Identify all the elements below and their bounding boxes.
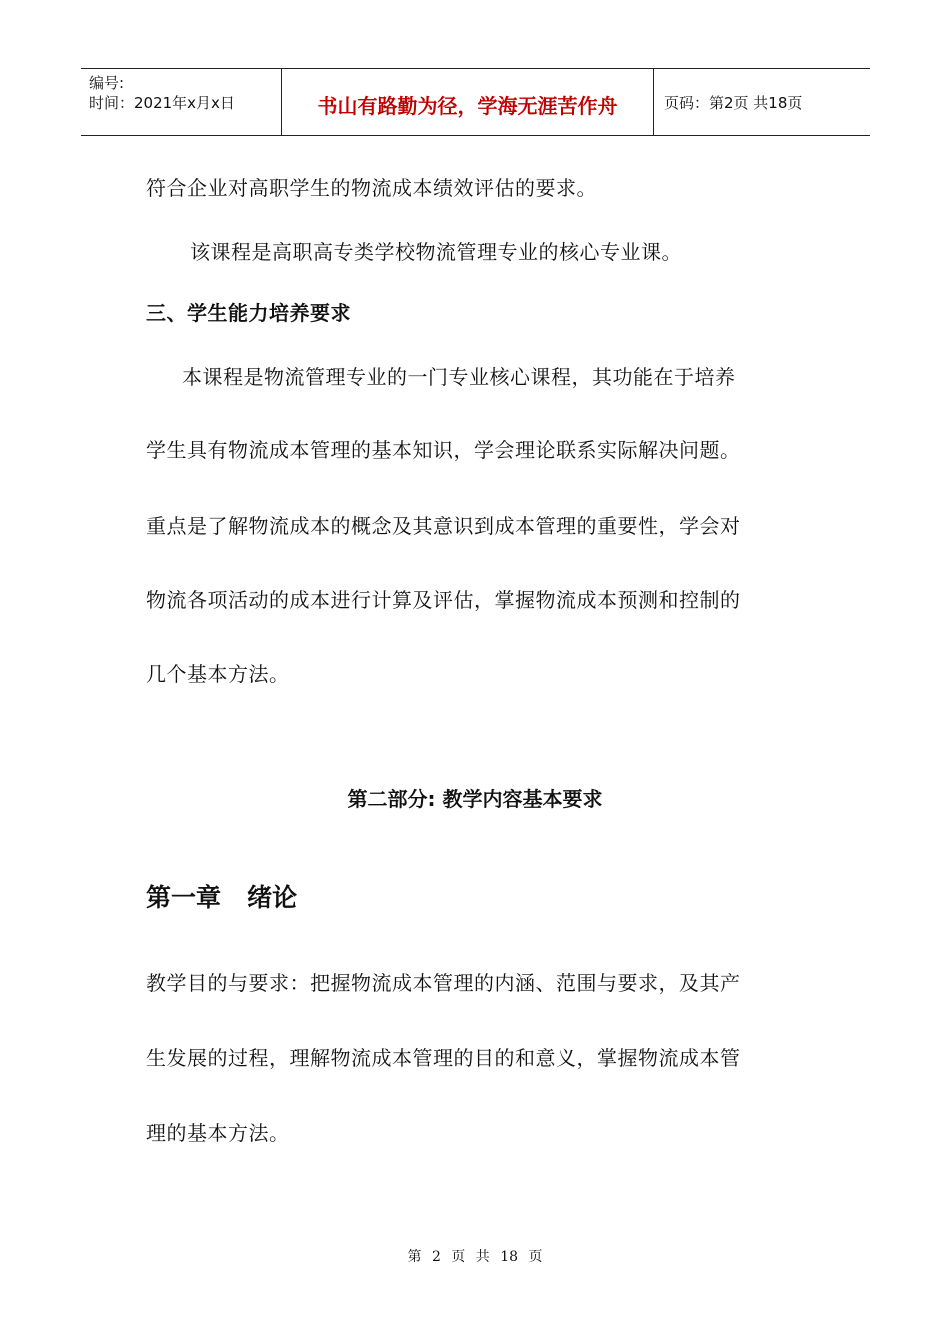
section-heading: 三、学生能力培养要求: [146, 301, 351, 325]
paragraph-line: 几个基本方法。: [146, 662, 290, 686]
part-title: 第二部分: 教学内容基本要求: [347, 787, 603, 811]
paragraph-line: 生发展的过程，理解物流成本管理的目的和意义，掌握物流成本管: [146, 1046, 741, 1070]
page-footer: 第 2 页 共 18 页: [407, 1249, 543, 1265]
document-date-label: 时间：2021年x月x日: [89, 94, 235, 112]
chapter-title: 第一章 绪论: [146, 883, 298, 912]
paragraph-line: 符合企业对高职学生的物流成本绩效评估的要求。: [146, 176, 597, 200]
paragraph-line: 物流各项活动的成本进行计算及评估，掌握物流成本预测和控制的: [146, 588, 741, 612]
header-left-cell: [81, 69, 281, 135]
paragraph-line: 理的基本方法。: [146, 1121, 290, 1145]
header-page-number: 页码：第2页 共18页: [664, 93, 803, 112]
paragraph-line: 重点是了解物流成本的概念及其意识到成本管理的重要性，学会对: [146, 514, 741, 538]
page-header: [81, 68, 870, 136]
paragraph-line: 学生具有物流成本管理的基本知识，学会理论联系实际解决问题。: [146, 438, 741, 462]
header-page-cell: [654, 69, 870, 135]
header-motto: 书山有路勤为径，学海无涯苦作舟: [317, 93, 618, 118]
paragraph-line: 该课程是高职高专类学校物流管理专业的核心专业课。: [190, 240, 682, 264]
paragraph-line: 教学目的与要求：把握物流成本管理的内涵、范围与要求，及其产: [146, 971, 741, 995]
document-number-label: 编号:: [89, 74, 125, 92]
paragraph-line: 本课程是物流管理专业的一门专业核心课程，其功能在于培养: [182, 365, 736, 389]
header-motto-cell: [281, 69, 654, 135]
